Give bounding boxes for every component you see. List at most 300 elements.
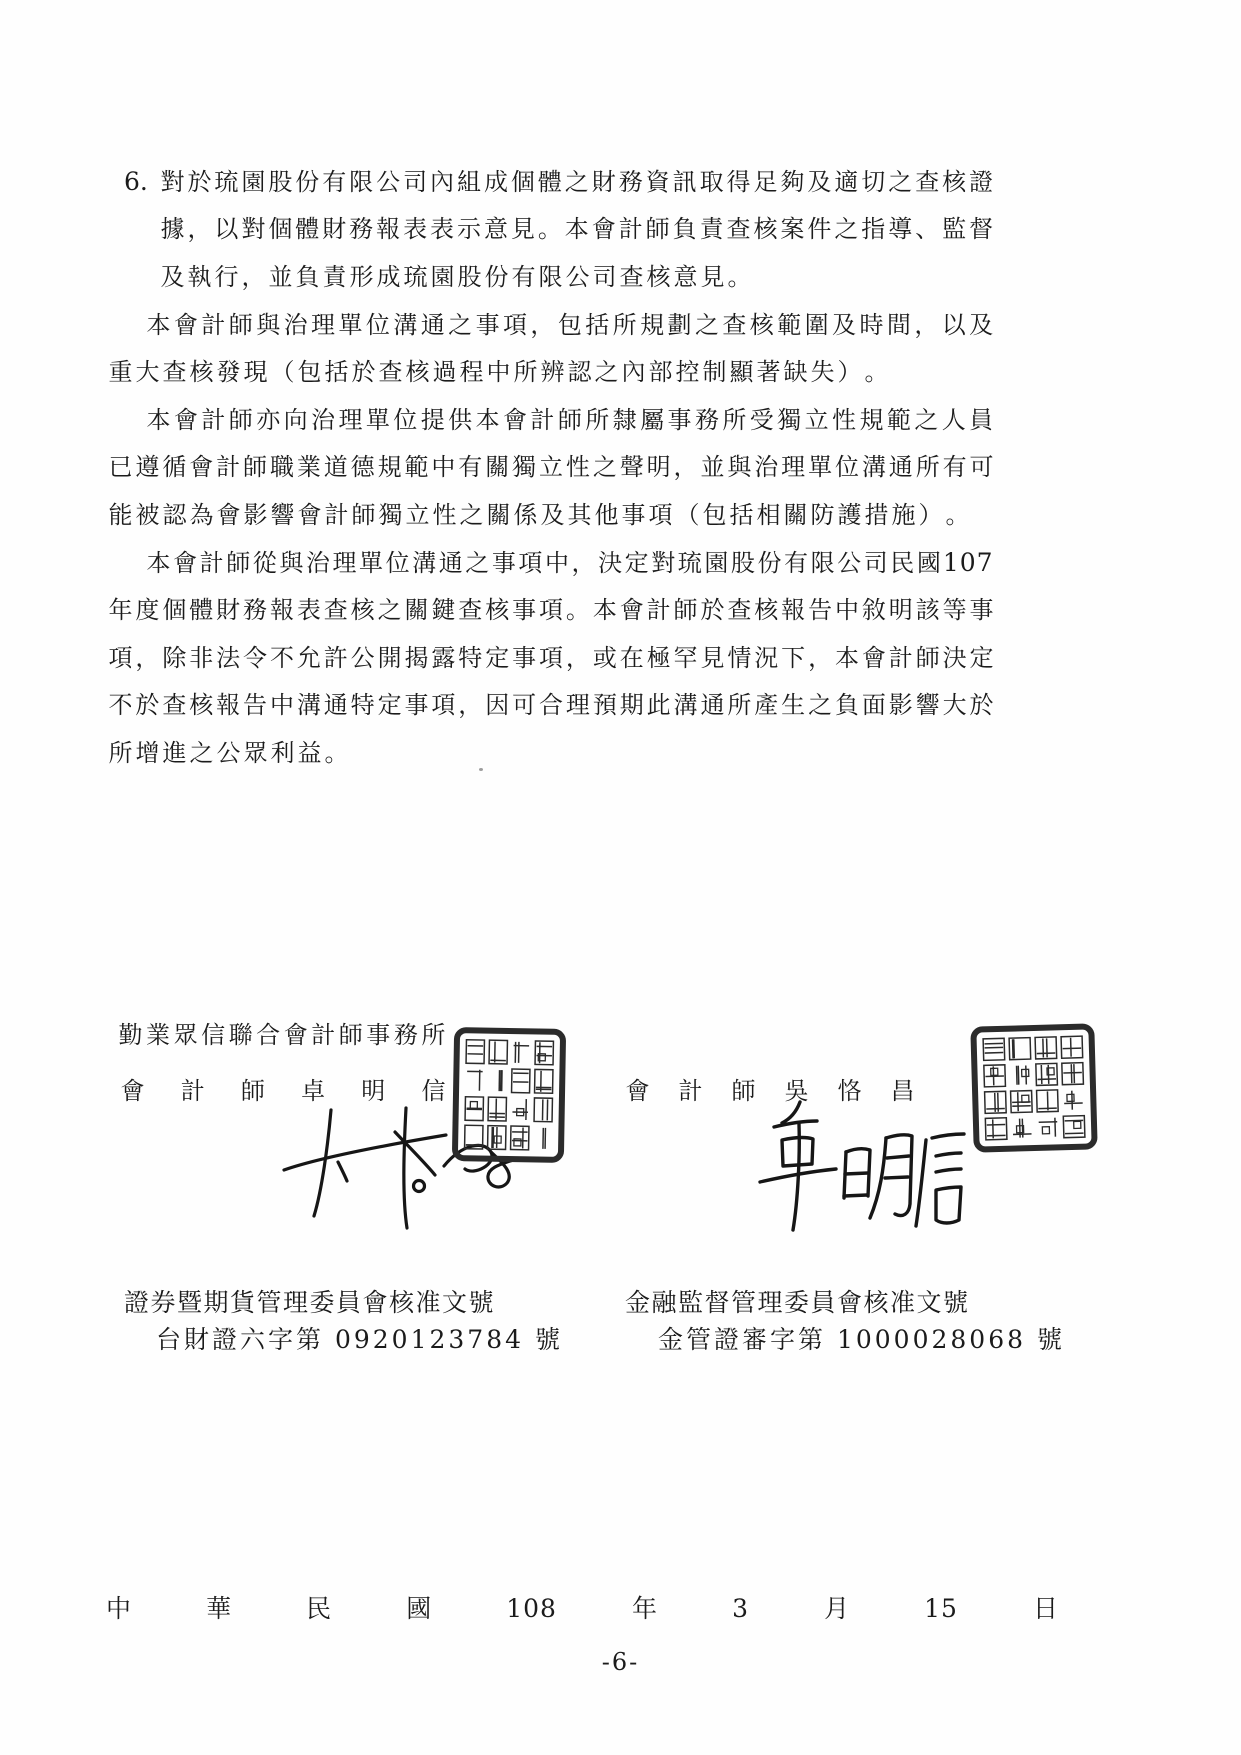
text-char: 園 <box>430 262 455 291</box>
text-char: 位 <box>365 310 390 339</box>
text-char: 吳 <box>784 1077 809 1105</box>
text-char: 關 <box>783 500 808 529</box>
text-char: 師 <box>226 548 251 577</box>
text-char: 在 <box>619 643 644 672</box>
text-char: 之 <box>189 738 214 767</box>
text-char: 公 <box>216 738 241 767</box>
text-char: 及 <box>160 262 185 291</box>
text-char: 與 <box>727 453 752 482</box>
text-char: 控 <box>675 358 700 387</box>
text-char: 業 <box>146 1021 171 1049</box>
text-char: 核 <box>485 596 510 625</box>
text-char: 定 <box>485 643 510 672</box>
text-char: 及 <box>540 500 565 529</box>
text-char: 能 <box>108 500 133 529</box>
text-char: 計 <box>201 405 226 434</box>
text-char: 面 <box>861 691 886 720</box>
sfc-approval-title: 證券暨期貨管理委員會核准文號 <box>124 1288 496 1317</box>
text-char: ） <box>837 358 862 387</box>
text-char: 隸 <box>612 405 637 434</box>
text-char: 股 <box>268 167 293 196</box>
text-char: 報 <box>781 596 806 625</box>
text-char: 信 <box>421 1077 446 1105</box>
text-char: 通 <box>323 691 348 720</box>
text-char: 月 <box>824 1593 850 1623</box>
text-char: 於 <box>969 691 994 720</box>
body-line <box>108 729 994 777</box>
text-char: 著 <box>756 358 781 387</box>
text-char: 從 <box>252 548 277 577</box>
text-char: 示 <box>456 215 481 244</box>
text-char: 德 <box>350 453 375 482</box>
text-char: 立 <box>539 453 563 482</box>
text-char: 重 <box>108 358 133 387</box>
text-char: 或 <box>592 643 617 672</box>
text-char: 顯 <box>729 358 754 387</box>
text-char: 包 <box>557 310 582 339</box>
body-line <box>108 586 994 634</box>
text-char: 國 <box>406 1593 432 1623</box>
page-number: -6- <box>601 1648 640 1676</box>
text-char: 本 <box>475 405 500 434</box>
left-cpa-seal-stamp <box>451 1026 567 1164</box>
text-char: 本 <box>146 548 171 577</box>
text-char: 會 <box>625 1077 650 1105</box>
text-char: 對 <box>241 215 266 244</box>
text-char: 相 <box>756 500 781 529</box>
text-char: 告 <box>243 691 268 720</box>
body-line <box>108 634 994 682</box>
text-char: 查 <box>915 167 940 196</box>
text-char: 項 <box>539 643 563 672</box>
text-char: 事 <box>621 500 646 529</box>
text-char: 、 <box>915 215 940 244</box>
text-char: 之 <box>834 215 859 244</box>
text-char: 會 <box>120 1077 145 1105</box>
text-char: 15 <box>924 1593 958 1623</box>
list-item-marker: 6. <box>124 167 148 197</box>
text-char: 件 <box>807 215 832 244</box>
text-char: 辨 <box>540 358 565 387</box>
text-char: 會 <box>173 548 198 577</box>
text-char: 財 <box>216 596 241 625</box>
text-char: 查 <box>378 358 403 387</box>
text-char: 內 <box>430 167 455 196</box>
text-char: 係 <box>513 500 538 529</box>
text-char: 現 <box>243 358 268 387</box>
text-char: 事 <box>404 691 429 720</box>
text-char: 被 <box>135 500 160 529</box>
text-char: 非 <box>189 643 214 672</box>
text-char: 查 <box>726 215 751 244</box>
text-char: 師 <box>915 643 940 672</box>
text-char: 之 <box>888 167 913 196</box>
text-char: 範 <box>886 405 911 434</box>
text-char: 資 <box>645 167 670 196</box>
text-char: 指 <box>861 215 886 244</box>
text-char: 範 <box>404 453 429 482</box>
text-char: 訊 <box>672 167 697 196</box>
text-char: 規 <box>859 405 884 434</box>
text-char: 項 <box>648 500 673 529</box>
text-char: 認 <box>567 358 592 387</box>
text-char: 會 <box>297 500 322 529</box>
text-char: 允 <box>296 643 321 672</box>
text-char: 限 <box>349 167 374 196</box>
text-char: 組 <box>456 167 481 196</box>
text-char: 會 <box>861 643 886 672</box>
text-char: 關 <box>485 453 510 482</box>
text-char: 亦 <box>256 405 281 434</box>
text-char: 度 <box>135 596 160 625</box>
text-char: 查 <box>323 596 348 625</box>
text-char: 琉 <box>214 167 239 196</box>
text-char: 溝 <box>861 453 886 482</box>
text-char: 增 <box>135 738 160 767</box>
text-char: 利 <box>270 738 295 767</box>
text-char: 關 <box>404 596 429 625</box>
text-char: 職 <box>269 453 294 482</box>
text-char: 間 <box>886 310 911 339</box>
text-char: 。 <box>324 738 349 767</box>
text-char: 體 <box>295 215 320 244</box>
text-char: 個 <box>268 215 293 244</box>
text-char: 師 <box>351 500 376 529</box>
text-char: 所 <box>612 310 637 339</box>
text-char: 3 <box>732 1593 749 1623</box>
text-char: 治 <box>754 453 779 482</box>
body-line <box>160 253 994 301</box>
text-char: 。 <box>727 262 752 291</box>
text-char: 計 <box>324 500 349 529</box>
text-char: 琉 <box>403 262 428 291</box>
text-char: 單 <box>359 548 383 577</box>
text-char: 事 <box>969 596 994 625</box>
text-char: 於 <box>135 691 160 720</box>
text-char: 師 <box>243 453 268 482</box>
text-char: 發 <box>216 358 241 387</box>
text-char: 會 <box>283 1021 308 1049</box>
text-char: 預 <box>592 691 617 720</box>
text-char: ） <box>918 500 943 529</box>
text-char: 中 <box>544 548 569 577</box>
text-char: 規 <box>640 310 665 339</box>
text-char: 會 <box>619 596 644 625</box>
text-char: 華 <box>206 1593 232 1623</box>
text-char: 與 <box>279 548 304 577</box>
text-char: 核 <box>646 262 671 291</box>
text-char: 公 <box>376 167 401 196</box>
text-char: ， <box>458 691 483 720</box>
text-char: 核 <box>749 310 774 339</box>
text-char: 事 <box>366 1021 391 1049</box>
ink-speck <box>479 768 483 771</box>
text-char: 治 <box>283 310 308 339</box>
text-char: ， <box>241 262 266 291</box>
text-char: 定 <box>377 691 402 720</box>
text-char: 107 <box>942 548 994 578</box>
text-char: 有 <box>942 453 967 482</box>
text-char: 制 <box>702 358 727 387</box>
body-line <box>124 158 994 206</box>
text-char: ， <box>135 643 160 672</box>
text-char: 單 <box>808 453 833 482</box>
text-char: 等 <box>942 596 967 625</box>
text-char: 會 <box>173 310 198 339</box>
text-char: 露 <box>431 643 456 672</box>
text-char: 司 <box>403 167 428 196</box>
text-char: 獨 <box>512 453 537 482</box>
text-char: 包 <box>297 358 322 387</box>
text-char: 中 <box>834 596 859 625</box>
text-char: 措 <box>864 500 889 529</box>
text-char: 認 <box>162 500 187 529</box>
text-char: 敘 <box>861 596 886 625</box>
text-char: 務 <box>694 405 719 434</box>
text-char: 責 <box>699 215 724 244</box>
text-char: 所 <box>722 405 747 434</box>
text-char: 報 <box>269 596 294 625</box>
text-char: 園 <box>704 548 729 577</box>
text-char: 份 <box>295 167 320 196</box>
text-char: 財 <box>322 215 347 244</box>
text-char: 之 <box>448 310 473 339</box>
text-char: 年 <box>632 1593 658 1623</box>
text-char: 足 <box>753 167 778 196</box>
text-char: 及 <box>969 310 994 339</box>
text-char: 表 <box>403 215 428 244</box>
text-char: 大 <box>942 691 967 720</box>
body-text <box>108 158 994 777</box>
text-char: 括 <box>729 500 754 529</box>
text-char: 許 <box>323 643 348 672</box>
fsc-approval-number: 金管證審字第 1000028068 號 <box>658 1325 1065 1354</box>
text-char: 公 <box>565 262 590 291</box>
text-char: 屬 <box>640 405 665 434</box>
text-char: 理 <box>311 310 336 339</box>
body-line <box>160 206 994 254</box>
body-line <box>146 539 994 587</box>
text-char: 之 <box>377 596 402 625</box>
text-char: 益 <box>297 738 322 767</box>
text-char: 所 <box>513 358 538 387</box>
text-char: 定 <box>624 548 649 577</box>
text-char: 負 <box>295 262 320 291</box>
text-char: 股 <box>457 262 482 291</box>
text-char: 關 <box>486 500 511 529</box>
text-char: 證 <box>969 167 994 196</box>
text-char: 本 <box>834 643 859 672</box>
text-char: 溝 <box>412 548 437 577</box>
text-char: 之 <box>808 691 833 720</box>
text-char: 有 <box>322 167 347 196</box>
text-char: 行 <box>214 262 239 291</box>
text-char: 極 <box>646 643 671 672</box>
text-char: 聲 <box>619 453 644 482</box>
text-char: 失 <box>810 358 835 387</box>
text-char: 師 <box>731 1077 756 1105</box>
text-char: 及 <box>807 167 832 196</box>
text-char: 務 <box>243 596 268 625</box>
text-char: 師 <box>338 1021 363 1049</box>
text-char: 告 <box>808 596 833 625</box>
text-char: 性 <box>432 500 457 529</box>
text-char: 立 <box>405 500 430 529</box>
text-char: 該 <box>915 596 940 625</box>
sfc-approval-number: 台財證六字第 0920123784 號 <box>156 1325 563 1354</box>
text-char: 務 <box>618 167 643 196</box>
text-char: 況 <box>754 643 779 672</box>
text-char: 本 <box>564 215 589 244</box>
firm-name <box>118 1021 446 1049</box>
text-char: 性 <box>565 453 590 482</box>
text-char: 項 <box>502 310 527 339</box>
text-char: 向 <box>283 405 308 434</box>
text-char: 規 <box>377 453 402 482</box>
text-char: 此 <box>646 691 671 720</box>
text-char: 之 <box>594 358 619 387</box>
text-char: 施 <box>891 500 916 529</box>
text-char: 計 <box>311 1021 336 1049</box>
text-char: 獨 <box>378 500 403 529</box>
text-char: 期 <box>619 691 644 720</box>
text-char: 聯 <box>228 1021 253 1049</box>
text-char: ， <box>571 548 596 577</box>
text-char: 獨 <box>777 405 802 434</box>
text-char: ， <box>914 310 939 339</box>
text-char: 限 <box>538 262 563 291</box>
text-char: ， <box>530 310 555 339</box>
text-char: 受 <box>749 405 774 434</box>
text-char: 本 <box>592 596 617 625</box>
text-char: 遵 <box>135 453 160 482</box>
text-char: 有 <box>511 262 536 291</box>
text-char: 他 <box>594 500 619 529</box>
text-char: 計 <box>888 643 913 672</box>
text-char: 負 <box>834 691 859 720</box>
text-char: 程 <box>459 358 484 387</box>
text-char: 會 <box>216 500 241 529</box>
text-char: 師 <box>228 310 253 339</box>
text-char: 表 <box>430 215 455 244</box>
text-char: 取 <box>699 167 724 196</box>
text-char: 響 <box>270 500 295 529</box>
text-char: 民 <box>890 548 915 577</box>
text-char: 適 <box>834 167 859 196</box>
text-char: 影 <box>888 691 913 720</box>
text-char: 責 <box>322 262 347 291</box>
text-char: 項 <box>518 548 543 577</box>
text-char: 報 <box>216 691 241 720</box>
text-char: 查 <box>162 358 187 387</box>
text-char: 其 <box>567 500 592 529</box>
text-char: 案 <box>780 215 805 244</box>
text-char: 令 <box>243 643 268 672</box>
text-char: 所 <box>108 738 133 767</box>
text-char: 供 <box>448 405 473 434</box>
text-char: 師 <box>557 405 582 434</box>
text-char: 事 <box>667 405 692 434</box>
text-char: 治 <box>311 405 336 434</box>
text-char: 恪 <box>837 1077 862 1105</box>
text-char: 份 <box>757 548 782 577</box>
text-char: ， <box>187 215 212 244</box>
cpa-name-left <box>120 1077 446 1105</box>
text-char: 之 <box>914 405 939 434</box>
text-char: 大 <box>135 358 160 387</box>
text-char: 個 <box>162 596 187 625</box>
text-char: 因 <box>485 691 510 720</box>
text-char: 合 <box>256 1021 281 1049</box>
text-char: 個 <box>510 167 535 196</box>
text-char: 理 <box>781 453 806 482</box>
text-char: 監 <box>942 215 967 244</box>
text-char: 計 <box>618 215 643 244</box>
text-char: 情 <box>727 643 752 672</box>
text-char: 理 <box>332 548 357 577</box>
text-char: 性 <box>832 405 857 434</box>
text-char: 之 <box>459 500 484 529</box>
text-char: 查 <box>162 691 187 720</box>
text-char: 位 <box>393 405 418 434</box>
text-char: 事 <box>512 596 537 625</box>
text-char: 於 <box>351 358 376 387</box>
text-char: 琉 <box>677 548 702 577</box>
text-char: 事 <box>491 548 516 577</box>
text-char: 核 <box>753 215 778 244</box>
text-char: 之 <box>564 167 589 196</box>
text-char: 所 <box>727 691 752 720</box>
text-char: 下 <box>781 643 806 672</box>
text-char: 報 <box>376 215 401 244</box>
text-char: 會 <box>189 453 214 482</box>
text-char: 計 <box>678 1077 703 1105</box>
text-char: 員 <box>969 405 994 434</box>
text-char: 通 <box>438 548 463 577</box>
text-char: 生 <box>781 691 806 720</box>
text-char: 計 <box>201 310 226 339</box>
text-char: 特 <box>458 643 483 672</box>
text-char: 道 <box>323 453 348 482</box>
text-char: 部 <box>648 358 673 387</box>
text-char: 影 <box>243 500 268 529</box>
text-char: 中 <box>106 1593 132 1623</box>
text-char: 核 <box>189 691 214 720</box>
text-char: 對 <box>160 167 185 196</box>
text-char: 項 <box>539 596 563 625</box>
text-char: 明 <box>361 1077 386 1105</box>
text-char: 108 <box>506 1593 557 1623</box>
text-char: 體 <box>189 596 214 625</box>
text-char: 導 <box>888 215 913 244</box>
text-char: 年 <box>108 596 133 625</box>
text-char: 務 <box>349 215 374 244</box>
body-line <box>108 682 994 730</box>
text-char: 計 <box>216 453 241 482</box>
text-char: 。 <box>537 215 562 244</box>
text-char: 事 <box>512 643 537 672</box>
text-char: 。 <box>945 500 970 529</box>
text-char: 查 <box>722 310 747 339</box>
text-char: 溝 <box>673 691 698 720</box>
text-char: 並 <box>700 453 725 482</box>
text-char: 民 <box>306 1593 332 1623</box>
text-char: 核 <box>405 358 430 387</box>
text-char: 理 <box>338 405 363 434</box>
text-char: 時 <box>859 310 884 339</box>
text-char: 防 <box>810 500 835 529</box>
text-char: 立 <box>804 405 829 434</box>
